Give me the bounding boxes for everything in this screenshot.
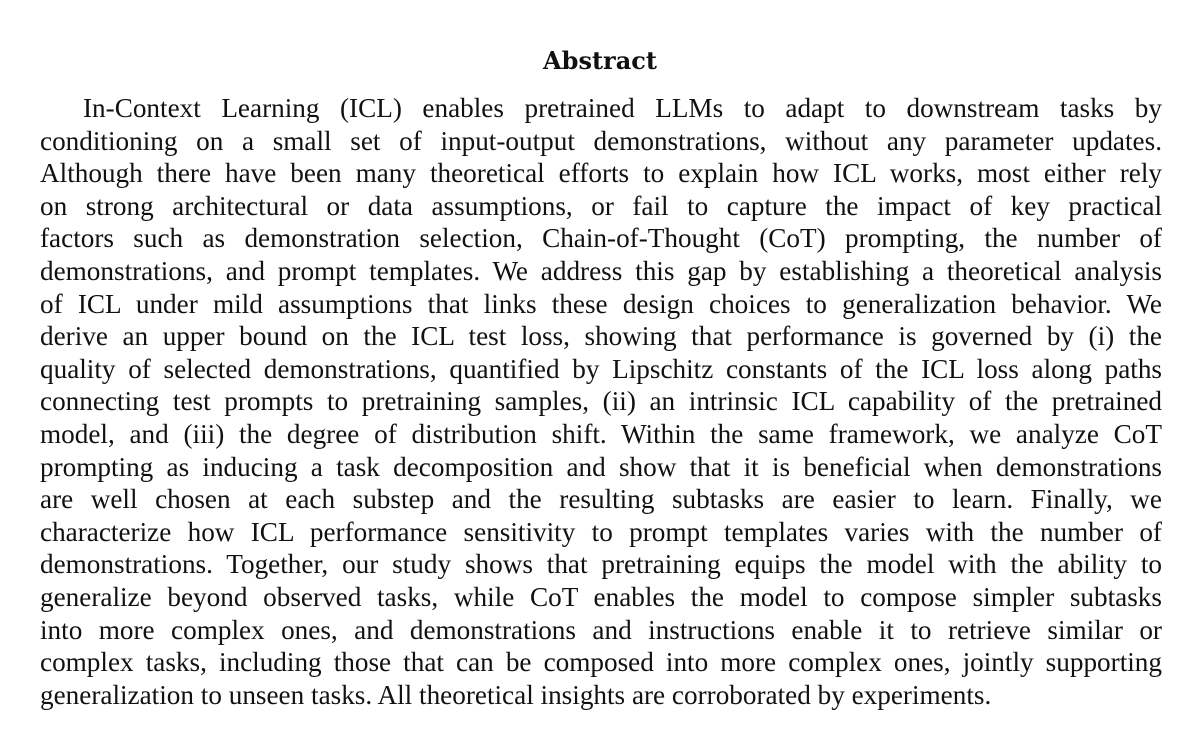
abstract-line: quality of selected demonstrations, quantified by Lipschitz constants of the ICL loss along paths <box>40 353 1162 384</box>
abstract-line: are well chosen at each substep and the resulting subtasks are easier to learn. Finally, we <box>40 484 1162 515</box>
abstract-title: Abstract <box>543 46 657 75</box>
abstract-line: of ICL under mild assumptions that links these design choices to generalization behavior. We <box>40 288 1162 319</box>
abstract-body <box>40 92 1162 711</box>
abstract-line: model, and (iii) the degree of distribution shift. Within the same framework, we analyze CoT <box>40 418 1162 449</box>
abstract-line: connecting test prompts to pretraining samples, (ii) an intrinsic ICL capability of the pretrained <box>40 386 1162 417</box>
abstract-line: demonstrations, and prompt templates. We address this gap by establishing a theoretical analysis <box>40 255 1162 286</box>
abstract-line: demonstrations. Together, our study shows that pretraining equips the model with the ability to <box>40 549 1162 580</box>
abstract-line: derive an upper bound on the ICL test loss, showing that performance is governed by (i) the <box>40 321 1162 352</box>
abstract-line: complex tasks, including those that can be composed into more complex ones, jointly supporting <box>40 647 1162 678</box>
abstract-line: on strong architectural or data assumptions, or fail to capture the impact of key practical <box>40 190 1162 221</box>
abstract-line: Although there have been many theoretical efforts to explain how ICL works, most either rely <box>40 158 1162 189</box>
abstract-line: In-Context Learning (ICL) enables pretrained LLMs to adapt to downstream tasks by <box>83 93 1162 123</box>
abstract-line: conditioning on a small set of input-output demonstrations, without any parameter updates. <box>40 125 1162 156</box>
abstract-line: characterize how ICL performance sensitivity to prompt templates varies with the number of <box>40 516 1162 547</box>
abstract-line: generalization to unseen tasks. All theoretical insights are corroborated by experiments. <box>40 679 992 710</box>
abstract-line: factors such as demonstration selection, Chain-of-Thought (CoT) prompting, the number of <box>40 223 1162 254</box>
abstract-line: generalize beyond observed tasks, while CoT enables the model to compose simpler subtasks <box>40 581 1162 612</box>
abstract-line: prompting as inducing a task decomposition and show that it is beneficial when demonstrations <box>40 451 1162 482</box>
abstract-line: into more complex ones, and demonstrations and instructions enable it to retrieve similar or <box>40 614 1162 645</box>
